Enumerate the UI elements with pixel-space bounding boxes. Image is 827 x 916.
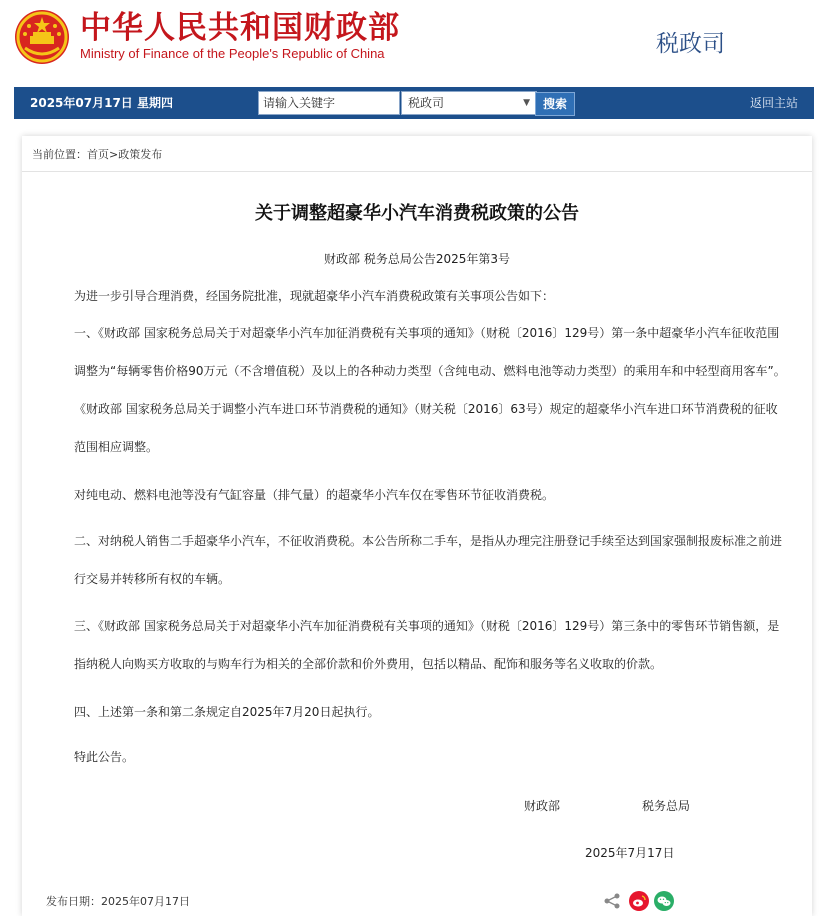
site-title-en: Ministry of Finance of the People's Republic of China xyxy=(80,46,385,61)
breadcrumb-home-link[interactable]: 首页 xyxy=(87,148,109,161)
document-number: 财政部 税务总局公告2025年第3号 xyxy=(324,252,510,266)
paragraph-2: 二、对纳税人销售二手超豪华小汽车，不征收消费税。本公告所称二手车，是指从办理完注册登记手续至达到国家强制报废标准之前进行交易并转移所有权的车辆。 xyxy=(74,534,783,586)
paragraph-closing: 特此公告。 xyxy=(74,750,135,764)
paragraph-3: 三、《财政部 国家税务总局关于对超豪华小汽车加征消费税有关事项的通知》（财税〔2016〕129号）第三条中的零售环节销售额，是指纳税人向购买方收取的与购车行为相关的全部价款和价外费用，包括以精品、配饰和服务等名义收取的价款。 xyxy=(74,619,780,671)
breadcrumb-section-link[interactable]: 政策发布 xyxy=(118,148,163,161)
department-name: 税政司 xyxy=(656,31,725,57)
paragraph-1b: 对纯电动、燃料电池等没有气缸容量（排气量）的超豪华小汽车仅在零售环节征收消费税。 xyxy=(74,488,555,502)
publish-date-value: 2025年07月17日 xyxy=(101,895,190,908)
current-date: 2025年07月17日 星期四 xyxy=(30,96,173,110)
search-scope-select[interactable] xyxy=(401,91,537,115)
divider xyxy=(22,171,812,172)
nav-bar xyxy=(14,87,814,119)
paragraph-intro: 为进一步引导合理消费，经国务院批准，现就超豪华小汽车消费税政策有关事项公告如下： xyxy=(74,289,555,303)
article-title: 关于调整超豪华小汽车消费税政策的公告 xyxy=(255,203,579,224)
search-scope-value: 税政司 xyxy=(408,96,445,110)
breadcrumb-prefix: 当前位置： xyxy=(32,148,87,161)
breadcrumb-separator: > xyxy=(109,148,119,161)
search-button[interactable]: 搜索 xyxy=(535,92,575,116)
paragraph-1: 一、《财政部 国家税务总局关于对超豪华小汽车加征消费税有关事项的通知》（财税〔2016〕129号）第一条中超豪华小汽车征收范围调整为“每辆零售价格90万元（不含增值税）及以上的各种动力类型（含纯电动、燃料电池等动力类型）的乘用车和中轻型商用客车”。《财政部 国家税务总局关于调整小汽车进口环节消费税的通知》（财关税〔2016〕63号）规定的超豪华小汽车进口环节消费税的征收范围相应调整。 xyxy=(74,326,786,454)
wechat-icon[interactable] xyxy=(654,891,674,911)
national-emblem-icon xyxy=(13,8,71,66)
search-input[interactable]: 请输入关键字 xyxy=(258,91,400,115)
sign-date: 2025年7月17日 xyxy=(585,846,675,860)
site-header xyxy=(0,0,827,86)
chevron-down-icon: ▼ xyxy=(523,98,530,108)
publish-date-label: 发布日期： xyxy=(46,895,101,908)
publish-date xyxy=(46,893,190,909)
site-title-cn: 中华人民共和国财政部 xyxy=(80,10,400,46)
weibo-icon[interactable] xyxy=(629,891,649,911)
content-panel xyxy=(22,136,812,916)
signatory-sat: 税务总局 xyxy=(642,799,691,813)
share-icon[interactable] xyxy=(602,891,622,911)
return-home-link[interactable]: 返回主站 xyxy=(749,96,798,110)
signatory-mof: 财政部 xyxy=(524,799,561,813)
paragraph-4: 四、上述第一条和第二条规定自2025年7月20日起执行。 xyxy=(74,705,380,719)
breadcrumb xyxy=(32,146,162,162)
